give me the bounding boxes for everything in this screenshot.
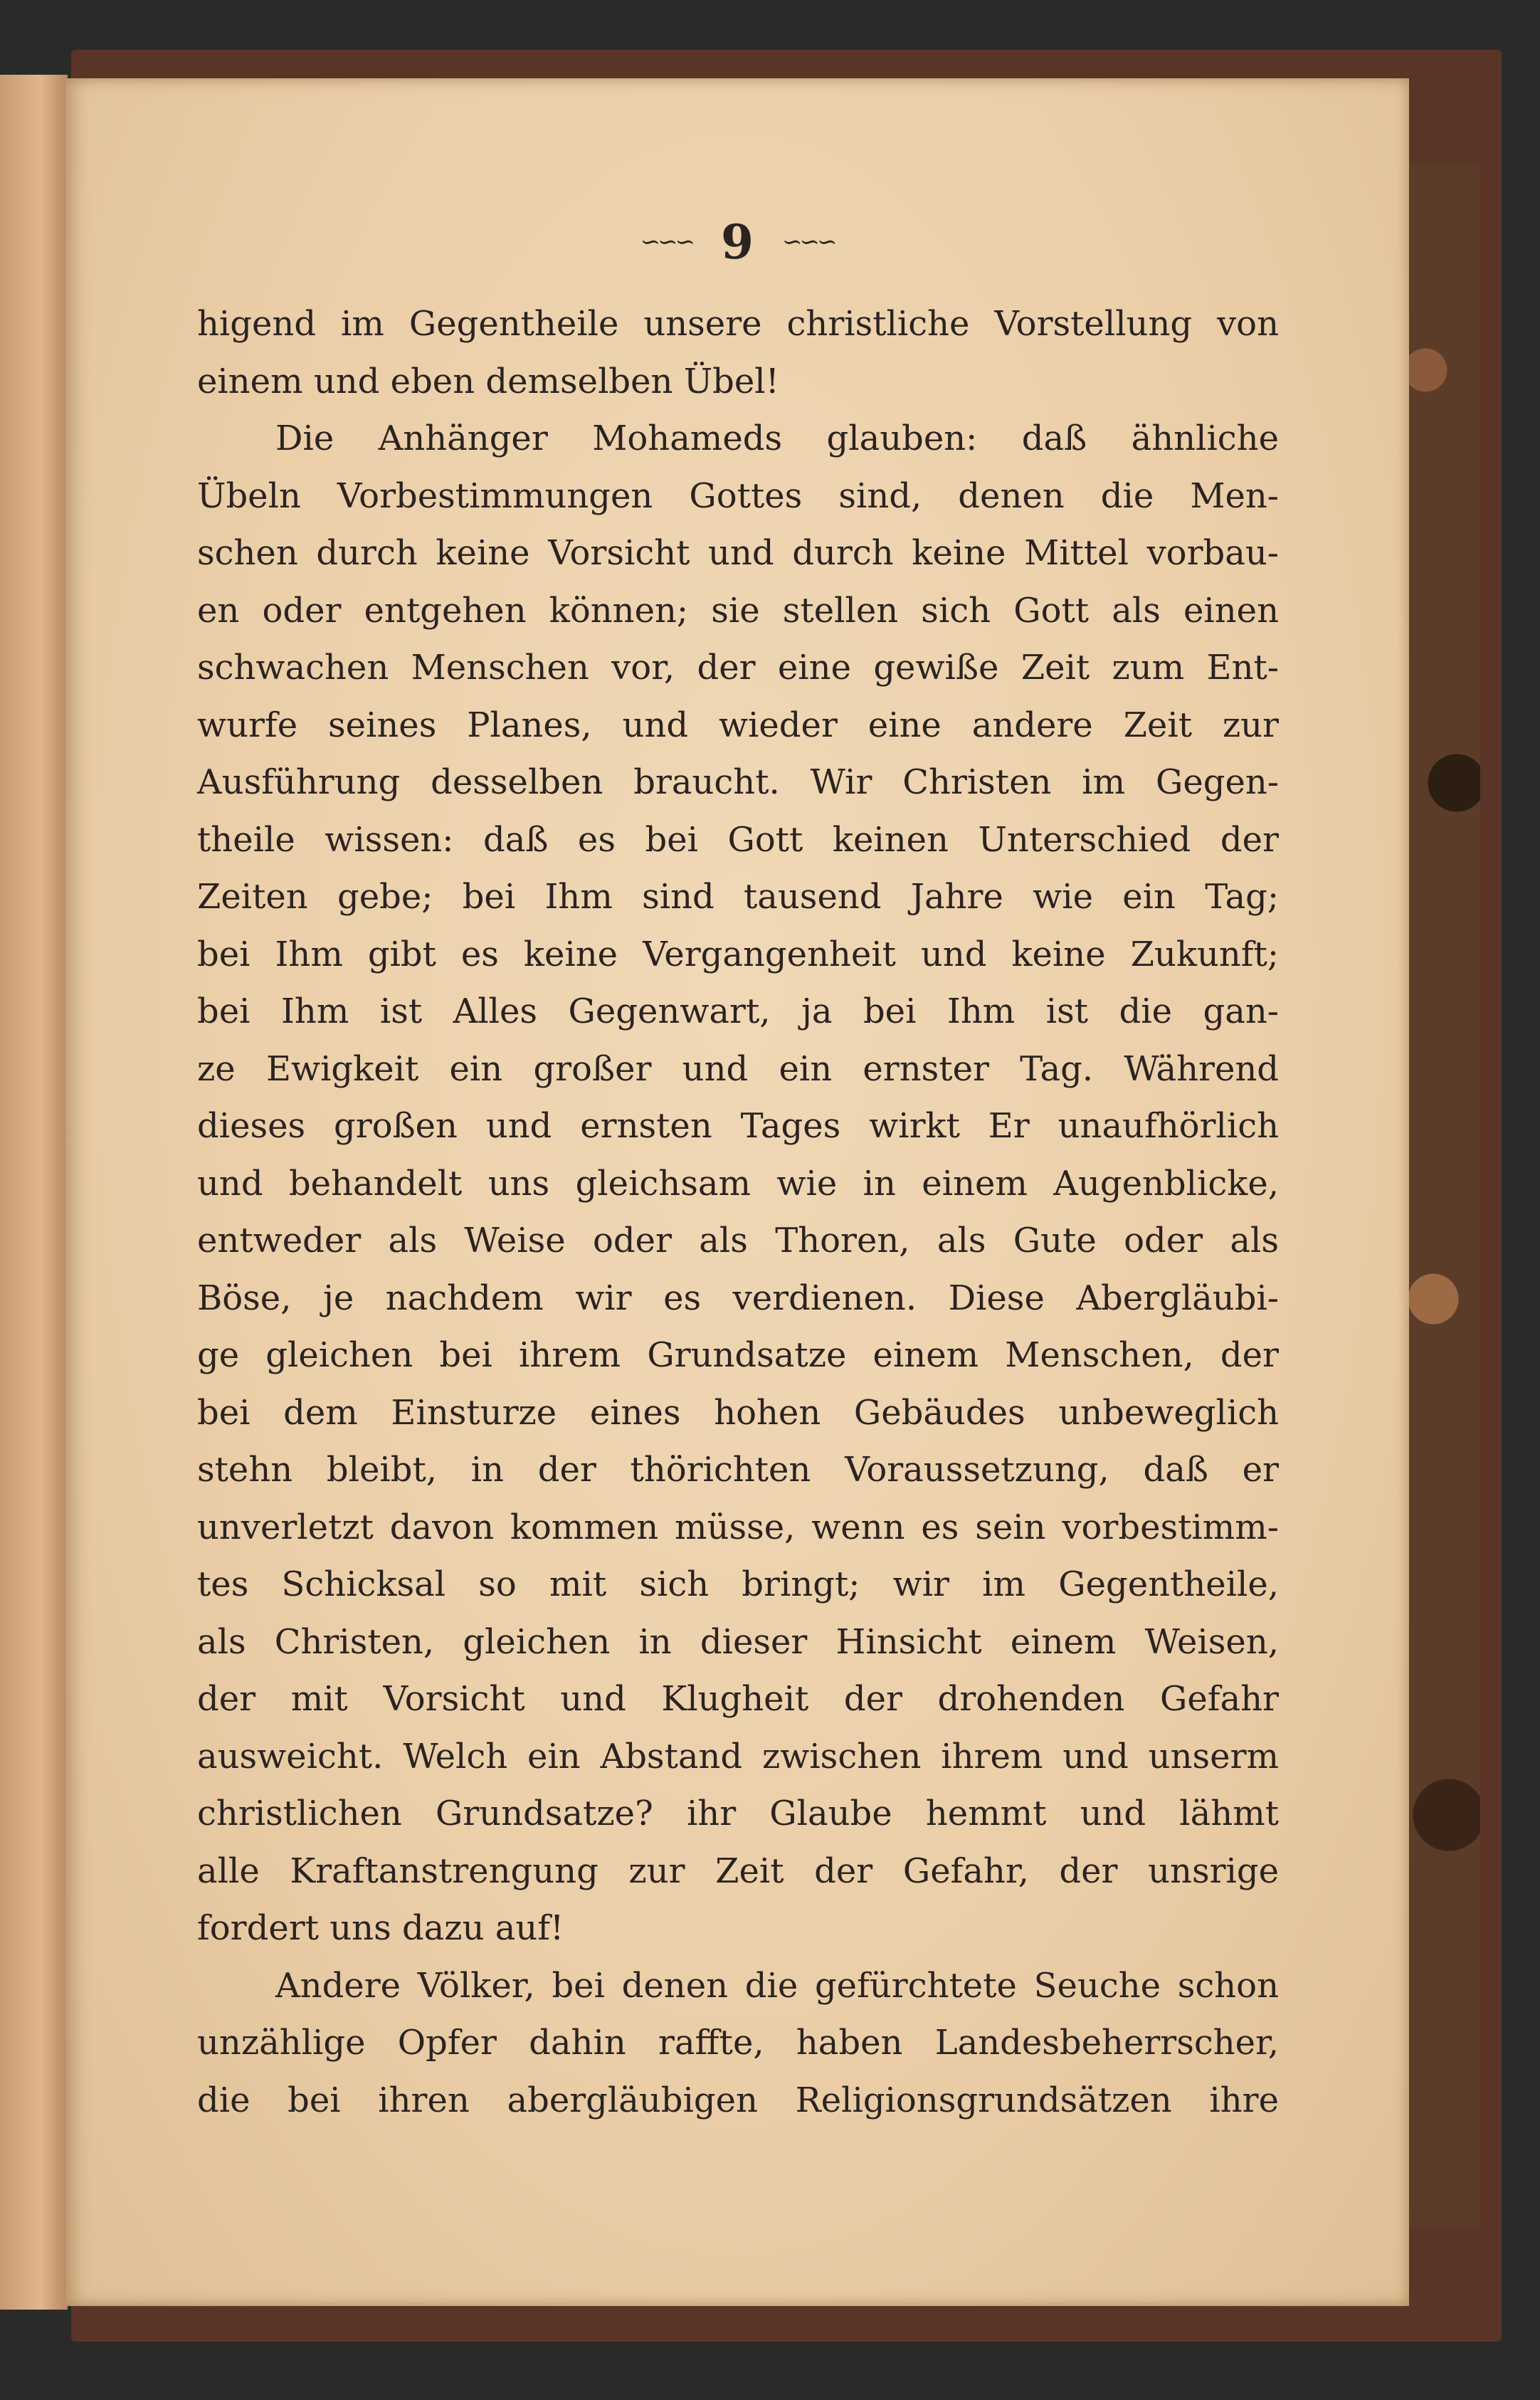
ornament-right-icon: ∽∽∽ xyxy=(781,228,835,256)
text-line: Böse, je nachdem wir es verdienen. Diese Abergläubi- xyxy=(197,1278,1279,1318)
text-line: schen durch keine Vorsicht und durch keine Mittel vorbau- xyxy=(197,533,1279,573)
text-line: stehn bleibt, in der thörichten Voraussetzung, daß er xyxy=(197,1450,1279,1490)
text-line: unverletzt davon kommen müsse, wenn es sein vorbestimm- xyxy=(197,1507,1279,1547)
text-line: schwachen Menschen vor, der eine gewiße Zeit zum Ent- xyxy=(197,648,1279,688)
text-line: tes Schicksal so mit sich bringt; wir im Gegentheile, xyxy=(197,1564,1279,1604)
text-line: ge gleichen bei ihrem Grundsatze einem Menschen, der xyxy=(197,1335,1279,1375)
text-line: der mit Vorsicht und Klugheit der drohenden Gefahr xyxy=(197,1679,1279,1719)
text-line: einem und eben demselben Übel! xyxy=(197,361,779,401)
text-line: Andere Völker, bei denen die gefürchtete Seuche schon xyxy=(275,1965,1279,2006)
text-line: dieses großen und ernsten Tages wirkt Er unaufhörlich xyxy=(197,1106,1279,1146)
text-line: bei Ihm gibt es keine Vergangenheit und keine Zukunft; xyxy=(197,934,1279,974)
text-line: en oder entgehen können; sie stellen sich Gott als einen xyxy=(197,590,1279,631)
text-line: entweder als Weise oder als Thoren, als Gute oder als xyxy=(197,1221,1279,1260)
marbled-edge xyxy=(1402,164,1480,2228)
text-line: Übeln Vorbestimmungen Gottes sind, denen die Men- xyxy=(197,475,1279,516)
text-line: ausweicht. Welch ein Abstand zwischen ihrem und unserm xyxy=(197,1736,1279,1777)
text-line: bei dem Einsturze eines hohen Gebäudes unbeweglich xyxy=(197,1392,1279,1433)
text-line: und behandelt uns gleichsam wie in einem Augenblicke, xyxy=(197,1163,1279,1204)
text-line: alle Kraftanstrengung zur Zeit der Gefahr, der unsrige xyxy=(197,1851,1279,1891)
text-line: theile wissen: daß es bei Gott keinen Unterschied der xyxy=(197,819,1279,860)
text-line: Die Anhänger Mohameds glauben: daß ähnliche xyxy=(275,419,1279,458)
facing-page-edge xyxy=(0,75,68,2310)
text-line: higend im Gegentheile unsere christliche Vorstellung von xyxy=(197,304,1279,344)
text-line: bei Ihm ist Alles Gegenwart, ja bei Ihm ist die gan- xyxy=(197,991,1279,1031)
text-line: unzählige Opfer dahin raffte, haben Landesbeherrscher, xyxy=(197,2023,1279,2063)
text-line: Ausführung desselben braucht. Wir Christen im Gegen- xyxy=(197,762,1279,802)
text-line: Zeiten gebe; bei Ihm sind tausend Jahre wie ein Tag; xyxy=(197,877,1279,917)
body-text xyxy=(197,295,1279,2129)
text-line: wurfe seines Planes, und wieder eine andere Zeit zur xyxy=(197,705,1279,745)
text-line: christlichen Grundsatze? ihr Glaube hemmt und lähmt xyxy=(197,1794,1279,1833)
text-line: fordert uns dazu auf! xyxy=(197,1908,564,1948)
ornament-left-icon: ∽∽∽ xyxy=(640,228,693,256)
text-line: als Christen, gleichen in dieser Hinsicht einem Weisen, xyxy=(197,1621,1279,1662)
text-line: die bei ihren abergläubigen Religionsgrundsätzen ihre xyxy=(197,2080,1279,2120)
book-page xyxy=(65,78,1409,2306)
page-number: 9 xyxy=(721,214,754,270)
page-header xyxy=(65,210,1409,274)
text-line: ze Ewigkeit ein großer und ein ernster Tag. Während xyxy=(197,1048,1279,1089)
